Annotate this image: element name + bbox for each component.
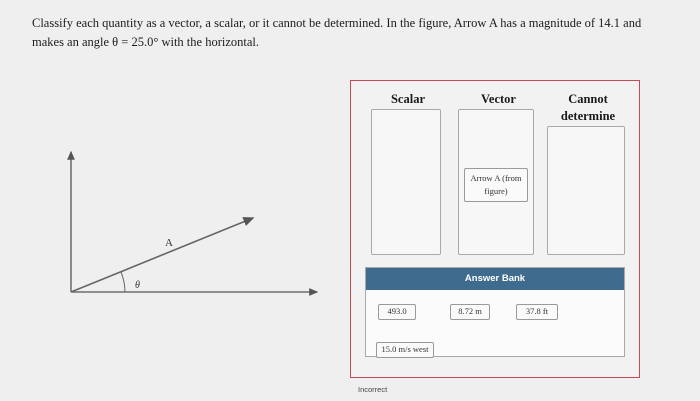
answer-chip[interactable]: 8.72 m xyxy=(450,304,490,320)
vector-drop-zone[interactable] xyxy=(458,109,534,255)
cannot-heading-line2: determine xyxy=(560,109,616,123)
cannot-determine-heading xyxy=(549,91,627,125)
answer-chip[interactable]: 493.0 xyxy=(378,304,416,320)
vector-heading: Vector xyxy=(481,92,516,106)
arrow-a-chip[interactable] xyxy=(464,168,528,202)
arrow-a xyxy=(71,218,253,292)
arrow-label: A xyxy=(165,237,173,249)
classification-panel xyxy=(350,80,640,378)
answer-bank-title: Answer Bank xyxy=(366,268,624,290)
arrow-a-chip-line2: figure) xyxy=(484,186,508,196)
scalar-heading: Scalar xyxy=(390,92,426,106)
angle-arc xyxy=(121,272,125,292)
figure-svg xyxy=(55,140,335,310)
arrow-a-chip-line1: Arrow A (from xyxy=(470,173,522,183)
feedback-status: Incorrect xyxy=(358,385,388,394)
scalar-drop-zone[interactable] xyxy=(371,109,441,255)
question-text: Classify each quantity as a vector, a scalar, or it cannot be determined. In the figure, Arrow A has a magnitude of 14.1 and makes an angle θ = 25.0° with the horizontal. xyxy=(32,16,642,49)
answer-chip[interactable]: 37.8 ft xyxy=(516,304,558,320)
answer-chip[interactable]: 15.0 m/s west xyxy=(376,342,434,358)
answer-bank xyxy=(365,267,625,357)
cannot-heading-line1: Cannot xyxy=(568,92,608,106)
angle-label: θ xyxy=(135,280,140,291)
vector-figure xyxy=(55,140,335,310)
cannot-determine-drop-zone[interactable] xyxy=(547,126,625,255)
